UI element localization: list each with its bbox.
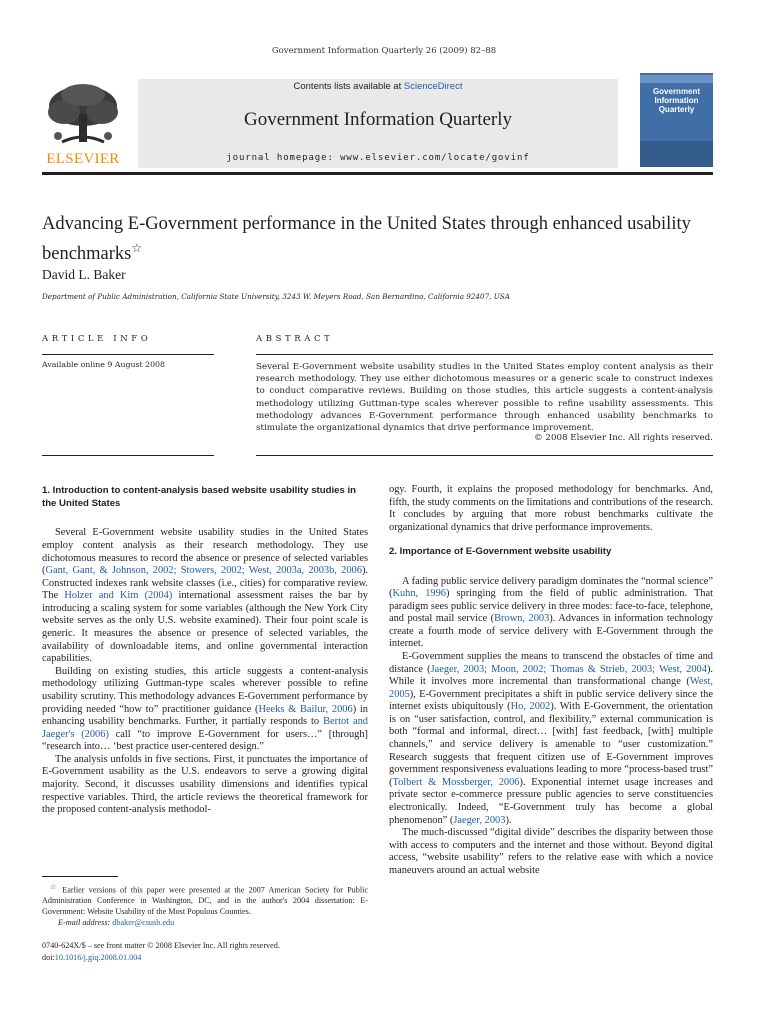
running-head: Government Information Quarterly 26 (2009) 82–88	[271, 46, 497, 56]
paragraph-text: international assessment raises the bar by introducing a scaling system for some variables (although the New York City website serves as the only U.S. website examined). Their four point scale is generic. It measures the absence or presence of selected variables, the availability of downloadable items, and online governmental interaction capabilities.	[42, 590, 368, 665]
email-footnote	[42, 918, 368, 929]
publisher-wordmark: ELSEVIER	[46, 151, 120, 167]
footnote-star-icon: ☆	[50, 884, 59, 891]
email-label: E-mail address:	[58, 917, 111, 927]
paragraph-text: ), E-Government precipitates a shift in public service delivery since the internet exists ubiquitously (	[389, 688, 713, 713]
citation-link[interactable]: Brown, 2003	[494, 613, 550, 625]
journal-title: Government Information Quarterly	[243, 109, 513, 130]
journal-homepage	[138, 153, 618, 163]
article-title	[42, 212, 702, 266]
citation-link[interactable]: Tolbert & Mossberger, 2006	[392, 776, 520, 788]
front-matter-line: 0740-624X/$ – see front matter © 2008 Elsevier Inc. All rights reserved.	[42, 941, 280, 950]
citation-link[interactable]: Holzer and Kim (2004)	[64, 590, 173, 602]
citation-link[interactable]: Jaeger, 2003	[453, 814, 506, 826]
paragraph	[42, 666, 368, 754]
author-affiliation: Department of Public Administration, California State University, 3243 W. Meyers Road, San Bernardino, California 92407, USA	[42, 292, 510, 301]
paragraph-text: ). Constructed indexes rank website classes (i.e., cities) for comparative review. The	[42, 565, 368, 602]
citation-link[interactable]: Bertot and Jaeger's (2006)	[42, 716, 369, 740]
doi-link[interactable]: 10.1016/j.giq.2008.01.004	[54, 952, 142, 962]
footnotes	[42, 883, 368, 929]
paragraph	[389, 576, 713, 651]
paragraph	[389, 651, 713, 827]
paragraph-text: ) springing from the field of public administration. That paradigm sees public service delivery in three modes: face-to-face, telephone, and postal mail service (	[389, 588, 713, 625]
doi-prefix: doi:	[42, 952, 55, 962]
citation-link[interactable]: Gant, Gant, & Johnson, 2002; Stowers, 2002; West, 2003a, 2003b, 2006	[45, 565, 362, 577]
paragraph-text: A fading public service delivery paradigm dominates the “normal science” (	[389, 575, 713, 600]
citation-link[interactable]: Ho, 2002	[510, 701, 551, 713]
paragraph	[42, 754, 368, 817]
star-footnote	[42, 883, 368, 918]
citation-link[interactable]: Kuhn, 1996	[392, 588, 446, 600]
abstract-rule	[256, 354, 713, 355]
body-column-right	[389, 484, 713, 877]
available-online-date: Available online 9 August 2008	[42, 360, 165, 369]
contents-prefix: Contents lists available at	[293, 81, 404, 92]
paragraph-text: ). While it involves more incremental than transformational change (	[389, 663, 713, 688]
paragraph	[389, 484, 713, 534]
article-info-rule-bottom	[42, 455, 214, 456]
article-info-heading: ARTICLE INFO	[42, 334, 152, 344]
cover-title-line: Quarterly	[658, 105, 695, 114]
body-column-left	[42, 484, 368, 817]
front-matter	[42, 940, 280, 963]
sciencedirect-link[interactable]: ScienceDirect	[403, 81, 463, 92]
masthead-rule	[42, 172, 713, 175]
paragraph	[389, 827, 713, 877]
cover-footer-band	[640, 141, 713, 167]
cover-title-line: Information	[654, 96, 699, 105]
paragraph-text: call “to improve E-Government for users…” [through] “research into… ‘best practice user-centered design.”	[42, 728, 369, 753]
paragraph-text: The much-discussed “digital divide” describes the disparity between those with access to computers and the internet and those without. Beyond digital access, “website usability” refers to the relative ease with which a novice maneuvers around an actual website	[389, 827, 713, 876]
paragraph-text: ogy. Fourth, it explains the proposed methodology for benchmarks. And, fifth, the study comments on the limitations and contributions of the research. It concludes by arguing that more robust benchmarks cultivate the organizational dynamics that drive performance improvements.	[389, 484, 713, 533]
paragraph-text: The analysis unfolds in five sections. First, it punctuates the importance of E-Government usability as the U.S. endeavors to serve a growing digital majority. Second, it discusses usability dimensions and identifies typical respective variables. Third, the article reviews the theoretical framework for the proposed content-analysis methodol-	[42, 753, 368, 816]
doi-line	[42, 952, 280, 964]
cover-title	[640, 87, 713, 114]
author-name: David L. Baker	[42, 267, 126, 282]
title-footnote-star-icon[interactable]: ☆	[131, 241, 143, 255]
paragraph-text: ).	[505, 814, 512, 826]
cover-band	[640, 75, 713, 83]
paragraph-text: E-Government supplies the means to transcend the obstacles of time and distance (	[389, 650, 713, 675]
abstract-rule-bottom	[256, 455, 713, 456]
abstract-copyright: © 2008 Elsevier Inc. All rights reserved.	[533, 433, 713, 443]
paragraph	[42, 527, 368, 665]
citation-link[interactable]: Jaeger, 2003; Moon, 2002; Thomas & Strieb, 2003; West, 2004	[430, 663, 707, 675]
article-info-rule	[42, 354, 214, 355]
paragraph-text: Several E-Government website usability studies in the United States employ content analysis as their research methodology. They use dichotomous measures to record the absence or presence of selected variables (	[42, 527, 368, 577]
paragraph-text: ) in enhancing usability benchmarks. Further, it partially responds to	[42, 703, 369, 728]
footnote-rule	[42, 876, 118, 877]
homepage-prefix: journal homepage:	[226, 153, 341, 163]
section-1-heading: 1. Introduction to content-analysis based website usability studies in the United States	[42, 485, 356, 510]
homepage-url[interactable]: www.elsevier.com/locate/govinf	[340, 153, 530, 163]
paragraph-text: ). Advances in information technology create a fourth mode of service delivery with E-Government through the internet.	[389, 613, 713, 650]
contents-line	[138, 81, 618, 92]
paragraph-text: Building on existing studies, this article suggests a content-analysis methodology utilizing Guttman-type scales wherever possible to refine usability scrutiny. This methodology advances E-Government performance by providing needed “how to” practitioner guidance (	[42, 665, 368, 715]
citation-link[interactable]: West, 2005	[389, 676, 713, 700]
star-footnote-text: Earlier versions of this paper were presented at the 2007 American Society for Public Administration Conference in Washington, DC, and in the author's 2004 dissertation: E-Government: Website Usability of the Most Populous Counties.	[42, 885, 369, 917]
section-2-heading: 2. Importance of E-Government website usability	[389, 546, 612, 558]
paragraph-text: ). With E-Government, the orientation is on “user satisfaction, control, and flexibility,” external communication is both “formal and informal, direct… [with] fast feedback, [with] multiple channels,” and service delivery is amenable to “user customization.” Research suggests that frequent citizen use of E-Government improves government responsiveness evaluations leading to more “process-based trust” (	[389, 701, 713, 788]
article-title-text: Advancing E-Government performance in the United States through enhanced usability benchmarks	[42, 214, 691, 265]
email-link[interactable]: dbaker@csusb.edu	[112, 917, 175, 927]
cover-title-line: Government	[652, 87, 701, 96]
paragraph-text: ). Exponential internet usage increases and private sector e-commerce pressure public agencies to serve constituencies electronically. Indeed, “E-Government truly has become a global phenomenon” (	[389, 776, 713, 826]
citation-link[interactable]: Heeks & Bailur, 2006	[258, 703, 353, 715]
journal-cover-thumbnail[interactable]	[640, 73, 713, 167]
abstract-text: Several E-Government website usability studies in the United States employ content analysis as their research methodology. They use either dichotomous measures or a generic scale to construct indexes to conduct comparative reviews. Building on those studies, this article suggests a content-analysis methodology utilizing Guttman-type scales wherever possible to refine usability assessments. This methodology advances E-Government performance through enhanced usability benchmarks to stimulate the organizational dynamics that drive performance improvement.	[256, 362, 713, 434]
abstract-heading: ABSTRACT	[256, 334, 334, 344]
